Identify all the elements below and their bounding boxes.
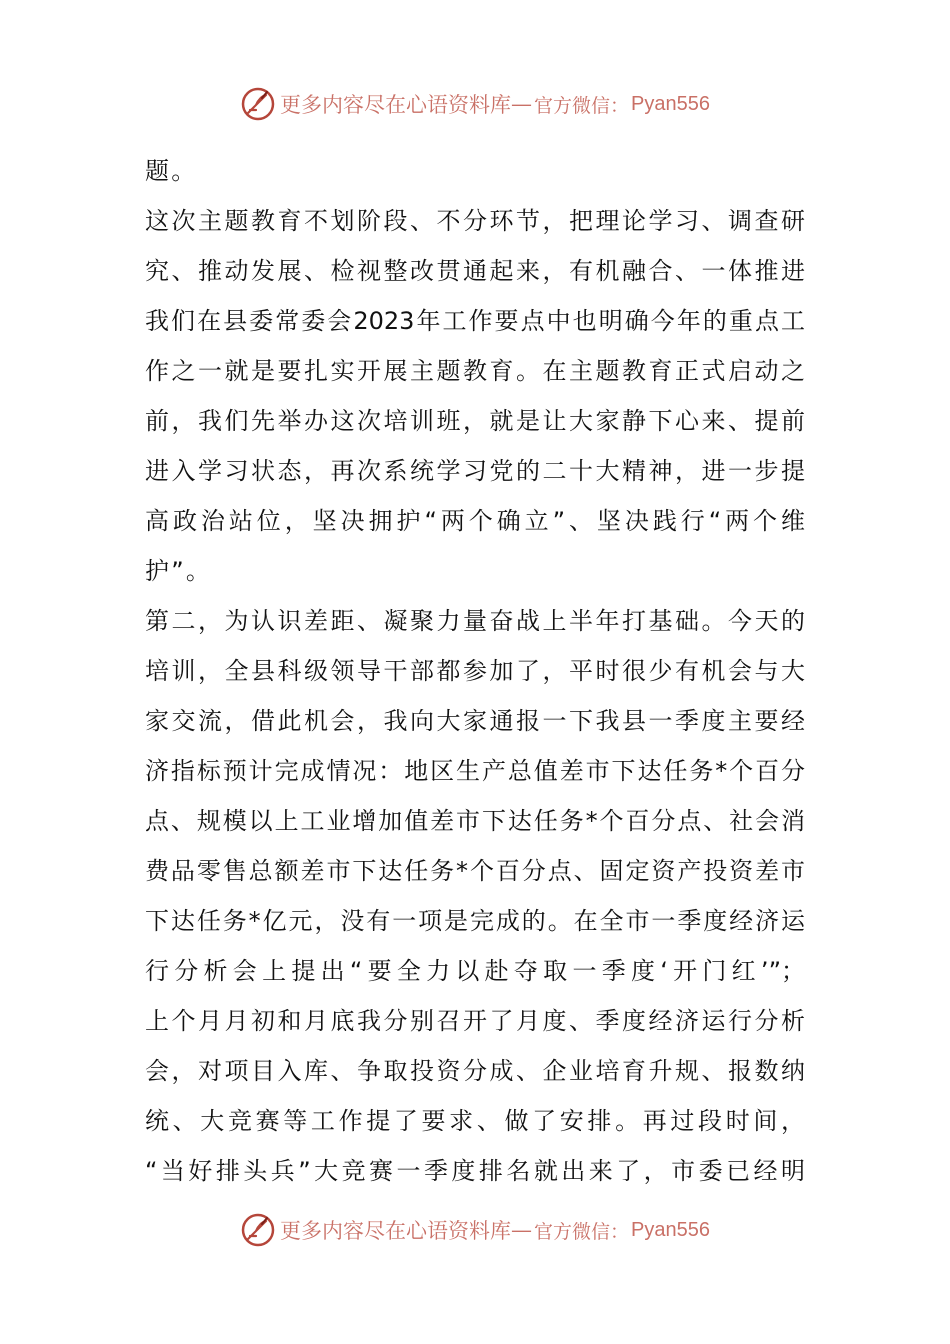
footer-watermark [0, 1208, 950, 1252]
text-line: 济指标预计完成情况：地区生产总值差市下达任务*个百分 [145, 757, 805, 785]
text-line: 统、大竞赛等工作提了要求、做了安排。再过段时间， [145, 1107, 805, 1135]
watermark-wechat-id: Pyan556 [631, 1218, 710, 1241]
watermark-sub-text: 官方微信： [534, 94, 630, 117]
text-line: 第二，为认识差距、凝聚力量奋战上半年打基础。今天的 [145, 607, 805, 635]
text-line: 上个月月初和月底我分别召开了月度、季度经济运行分析 [145, 1007, 805, 1035]
document-body [145, 146, 805, 1196]
header-watermark [0, 82, 950, 126]
text-line: “当好排头兵”大竞赛一季度排名就出来了，市委已经明 [145, 1157, 805, 1185]
text-line: 高政治站位，坚决拥护“两个确立”、坚决践行“两个维 [145, 507, 805, 535]
text-line: 护”。 [145, 557, 213, 585]
text-line: 费品零售总额差市下达任务*个百分点、固定资产投资差市 [145, 857, 805, 885]
watermark-main-text: 更多内容尽在心语资料库 [280, 93, 511, 117]
text-line: 点、规模以上工业增加值差市下达任务*个百分点、社会消 [145, 807, 805, 835]
watermark-sub-text: 官方微信： [534, 1220, 630, 1243]
text-line: 作之一就是要扎实开展主题教育。在主题教育正式启动之 [145, 357, 805, 385]
text-line: 会，对项目入库、争取投资分成、企业培育升规、报数纳 [145, 1057, 805, 1085]
watermark-main-text: 更多内容尽在心语资料库 [280, 1219, 511, 1243]
text-line: 题。 [145, 157, 198, 185]
text-line: 培训，全县科级领导干部都参加了，平时很少有机会与大 [145, 657, 805, 685]
text-line: 家交流，借此机会，我向大家通报一下我县一季度主要经 [145, 707, 805, 735]
text-line: 行分析会上提出“要全力以赴夺取一季度‘开门红’”； [145, 957, 805, 985]
quill-logo-icon [240, 86, 276, 122]
watermark-dash: — [511, 92, 532, 116]
text-line: 这次主题教育不划阶段、不分环节，把理论学习、调查研 [145, 207, 805, 235]
watermark-wechat-id: Pyan556 [631, 92, 710, 115]
text-line: 究、推动发展、检视整改贯通起来，有机融合、一体推进 [145, 257, 805, 285]
quill-logo-icon [240, 1212, 276, 1248]
text-line: 下达任务*亿元，没有一项是完成的。在全市一季度经济运 [145, 907, 805, 935]
text-line: 进入学习状态，再次系统学习党的二十大精神，进一步提 [145, 457, 805, 485]
watermark-dash: — [511, 1218, 532, 1242]
text-line: 我们在县委常委会2023年工作要点中也明确今年的重点工 [145, 307, 805, 335]
text-line: 前，我们先举办这次培训班，就是让大家静下心来、提前 [145, 407, 805, 435]
